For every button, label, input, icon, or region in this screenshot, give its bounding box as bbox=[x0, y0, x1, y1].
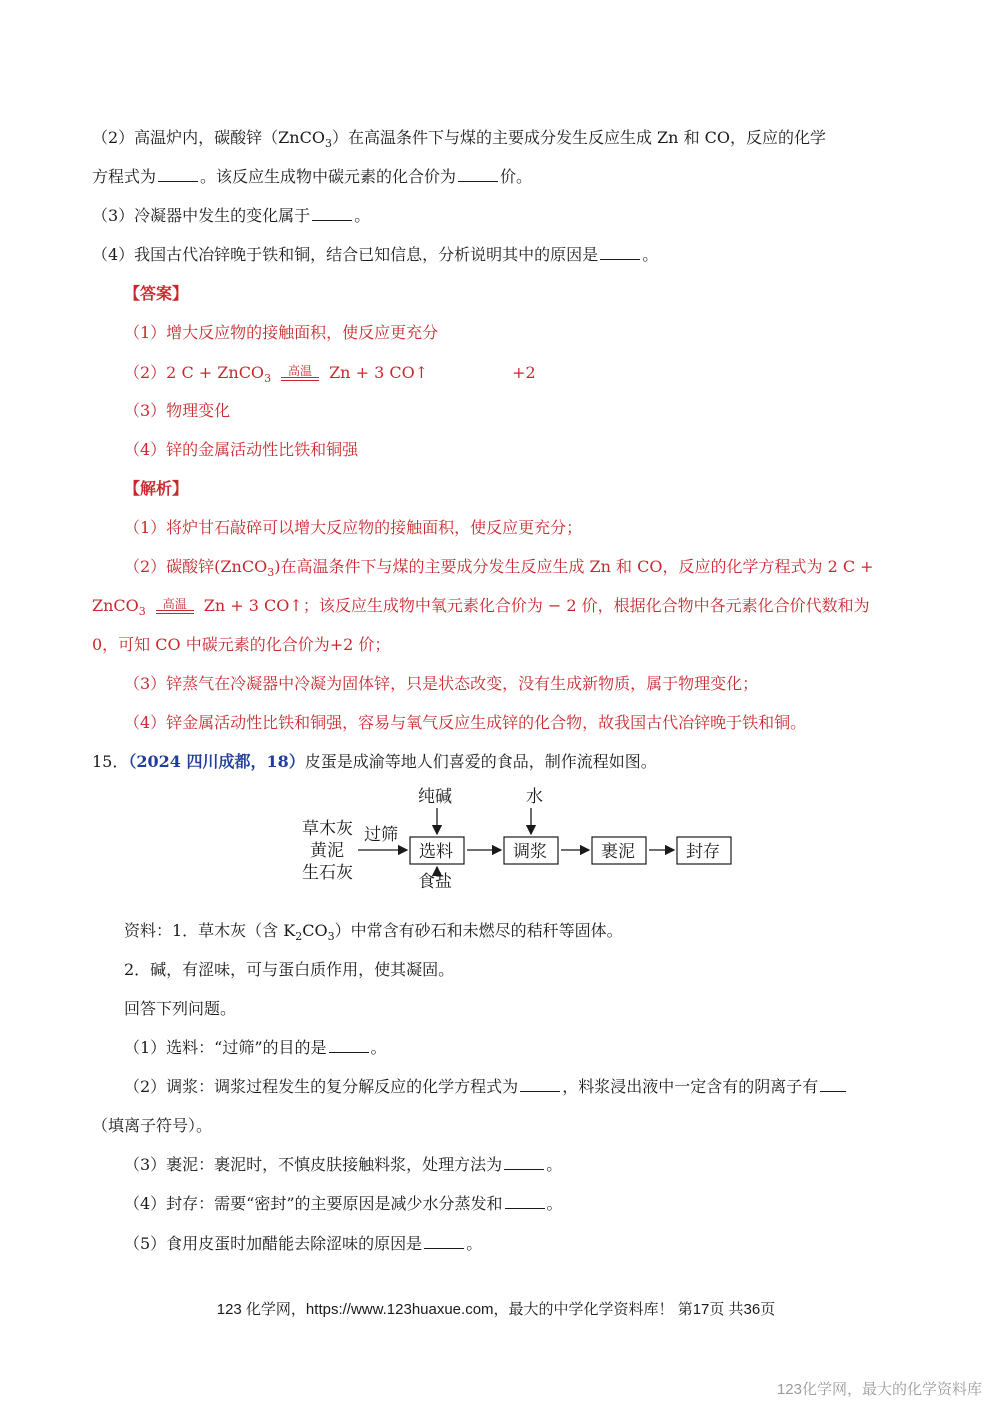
step-slurry: 调浆 bbox=[513, 842, 547, 862]
watermark: 123化学网，最大的化学资料库 bbox=[776, 1381, 982, 1398]
analysis-1: （1）将炉甘石敲碎可以增大反应物的接触面积，使反应更充分； bbox=[124, 518, 583, 537]
q15-source: （2024 四川成都，18） bbox=[128, 752, 305, 771]
add-soda: 纯碱 bbox=[418, 787, 452, 807]
step-select: 选料 bbox=[419, 842, 453, 862]
q15-sub1: （1）选料：“过筛”的目的是 。 bbox=[124, 1038, 387, 1057]
q15-sub2-line2: （填离子符号）。 bbox=[92, 1116, 213, 1135]
sieve-label: 过筛 bbox=[364, 825, 398, 845]
q15-sub5: （5）食用皮蛋时加醋能去除涩味的原因是 。 bbox=[124, 1234, 483, 1253]
answer-blank bbox=[520, 1077, 560, 1092]
answer-3: （3）物理变化 bbox=[124, 401, 231, 420]
analysis-heading: 【解析】 bbox=[124, 479, 189, 498]
step-seal: 封存 bbox=[686, 842, 720, 862]
step-coat: 裹泥 bbox=[601, 842, 635, 862]
q14-part2-line2: 方程式为 。该反应生成物中碳元素的化合价为 价。 bbox=[92, 167, 533, 186]
q15-sub3: （3）裹泥：裹泥时，不慎皮肤接触料浆，处理方法为 。 bbox=[124, 1155, 563, 1174]
answer-blank bbox=[505, 1194, 545, 1209]
reaction-condition: 高温 bbox=[156, 597, 194, 617]
answer-blank bbox=[504, 1155, 544, 1170]
answer-blank bbox=[424, 1234, 464, 1249]
info-1: 资料：1．草木灰（含 $K_2CO_3$）中常含有砂石和未燃尽的秸秆等固体。 bbox=[124, 921, 623, 944]
q15-sub2-line1: （2）调浆：调浆过程发生的复分解反应的化学方程式为 ，料浆浸出液中一定含有的阴离子有 bbox=[124, 1076, 848, 1098]
process-flow-diagram bbox=[290, 782, 750, 892]
input-lime: 生石灰 bbox=[302, 863, 353, 883]
add-salt: 食盐 bbox=[418, 872, 452, 892]
answer-blank bbox=[312, 206, 352, 221]
answer-blank bbox=[600, 245, 640, 260]
answer-heading: 【答案】 bbox=[124, 284, 189, 303]
answer-blank bbox=[820, 1077, 846, 1092]
q15-sub4: （4）封存：需要“密封”的主要原因是减少水分蒸发和 。 bbox=[124, 1194, 563, 1213]
analysis-2-line1: （2）碳酸锌(ZnCO$_3$)在高温条件下与煤的主要成分发生反应生成 Zn 和 CO，反应的化学方程式为 2 C + bbox=[124, 557, 874, 580]
answer-blank bbox=[158, 167, 198, 182]
reaction-condition: 高温 bbox=[281, 364, 319, 384]
info-2: 2．碱，有涩味，可与蛋白质作用，使其凝固。 bbox=[124, 960, 455, 979]
q14-part4: （4）我国古代冶锌晚于铁和铜，结合已知信息，分析说明其中的原因是 。 bbox=[92, 245, 659, 264]
analysis-2-line2: ZnCO$_3$ 高温 Zn + 3 CO↑；该反应生成物中氧元素化合价为 − 2 价，根据化合物中各元素化合价代数和为 bbox=[92, 596, 870, 619]
page-footer: 123 化学网，https://www.123huaxue.com，最大的中学化学资料库！ 第17页 共36页 bbox=[216, 1301, 776, 1318]
answer-1: （1）增大反应物的接触面积，使反应更充分 bbox=[124, 323, 439, 342]
q15-stem: 15．（2024 四川成都，18）皮蛋是成渝等地人们喜爱的食品，制作流程如图。 bbox=[92, 752, 657, 771]
prompt: 回答下列问题。 bbox=[124, 999, 237, 1018]
answer-4: （4）锌的金属活动性比铁和铜强 bbox=[124, 440, 359, 459]
q14-part2-line1: （2）高温炉内，碳酸锌（ZnCO$_3$）在高温条件下与煤的主要成分发生反应生成 Zn 和 CO，反应的化学 bbox=[92, 128, 827, 151]
add-water: 水 bbox=[526, 787, 543, 807]
input-ash: 草木灰 bbox=[302, 819, 353, 839]
analysis-3: （3）锌蒸气在冷凝器中冷凝为固体锌，只是状态改变，没有生成新物质，属于物理变化； bbox=[124, 674, 759, 693]
analysis-2-line3: 0，可知 CO 中碳元素的化合价为+2 价； bbox=[92, 635, 391, 654]
q14-part3: （3）冷凝器中发生的变化属于 。 bbox=[92, 206, 371, 225]
answer-blank bbox=[458, 167, 498, 182]
answer-2: （2）2 C + ZnCO$_3$ 高温 Zn + 3 CO↑ +2 bbox=[124, 363, 536, 386]
answer-blank bbox=[329, 1038, 369, 1053]
analysis-4: （4）锌金属活动性比铁和铜强，容易与氧气反应生成锌的化合物，故我国古代冶锌晚于铁和铜。 bbox=[124, 713, 807, 732]
input-mud: 黄泥 bbox=[310, 841, 344, 861]
